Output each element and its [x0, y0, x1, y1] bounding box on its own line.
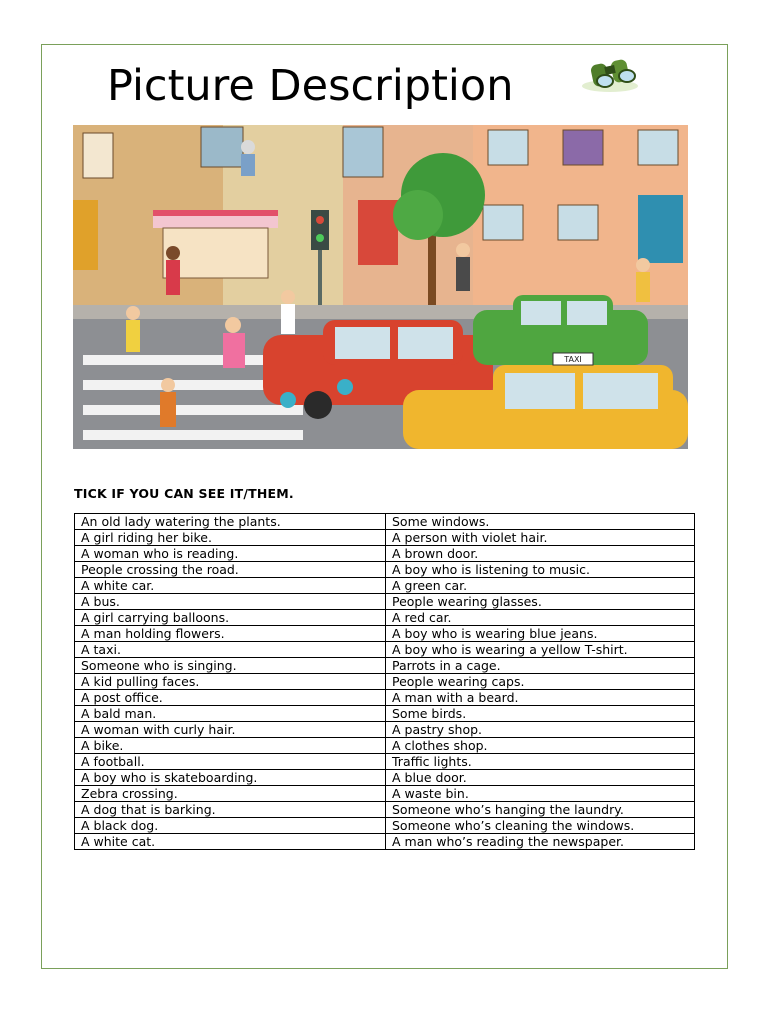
checklist-item-left[interactable]: Someone who is singing.: [75, 658, 386, 674]
checklist-item-left[interactable]: A bus.: [75, 594, 386, 610]
checklist-item-left[interactable]: A post office.: [75, 690, 386, 706]
checklist-row: [75, 706, 695, 722]
checklist-item-left[interactable]: An old lady watering the plants.: [75, 514, 386, 530]
checklist-item-right[interactable]: A pastry shop.: [386, 722, 695, 738]
checklist-item-right[interactable]: Someone who’s hanging the laundry.: [386, 802, 695, 818]
checklist-item-right[interactable]: A boy who is wearing blue jeans.: [386, 626, 695, 642]
checklist-item-right[interactable]: A man with a beard.: [386, 690, 695, 706]
instruction-text: TICK IF YOU CAN SEE IT/THEM.: [74, 486, 294, 501]
checklist-item-left[interactable]: A woman with curly hair.: [75, 722, 386, 738]
checklist-row: [75, 802, 695, 818]
checklist-item-right[interactable]: A waste bin.: [386, 786, 695, 802]
checklist-item-left[interactable]: A man holding flowers.: [75, 626, 386, 642]
checklist-row: [75, 722, 695, 738]
checklist-item-right[interactable]: Some windows.: [386, 514, 695, 530]
page-title: Picture Description: [107, 61, 514, 111]
checklist-item-left[interactable]: A kid pulling faces.: [75, 674, 386, 690]
checklist-row: [75, 514, 695, 530]
checklist-item-right[interactable]: Traffic lights.: [386, 754, 695, 770]
checklist-item-right[interactable]: A clothes shop.: [386, 738, 695, 754]
checklist-row: [75, 754, 695, 770]
checklist-item-left[interactable]: A dog that is barking.: [75, 802, 386, 818]
checklist-item-left[interactable]: A taxi.: [75, 642, 386, 658]
checklist-row: [75, 786, 695, 802]
checklist-item-left[interactable]: Zebra crossing.: [75, 786, 386, 802]
checklist-row: [75, 690, 695, 706]
checklist-row: [75, 578, 695, 594]
checklist-row: [75, 658, 695, 674]
checklist-row: [75, 610, 695, 626]
checklist-item-left[interactable]: A girl carrying balloons.: [75, 610, 386, 626]
checklist-item-right[interactable]: A boy who is wearing a yellow T-shirt.: [386, 642, 695, 658]
checklist-item-left[interactable]: A boy who is skateboarding.: [75, 770, 386, 786]
checklist-item-left[interactable]: A white cat.: [75, 834, 386, 850]
checklist-item-right[interactable]: A blue door.: [386, 770, 695, 786]
checklist-item-left[interactable]: A bike.: [75, 738, 386, 754]
street-scene-illustration: [73, 125, 688, 449]
checklist-item-left[interactable]: A football.: [75, 754, 386, 770]
checklist-row: [75, 642, 695, 658]
checklist-row: [75, 674, 695, 690]
checklist-row: [75, 770, 695, 786]
checklist-item-left[interactable]: A black dog.: [75, 818, 386, 834]
checklist-item-right[interactable]: Some birds.: [386, 706, 695, 722]
checklist-row: [75, 562, 695, 578]
checklist-item-right[interactable]: A red car.: [386, 610, 695, 626]
checklist-row: [75, 546, 695, 562]
checklist-item-left[interactable]: A bald man.: [75, 706, 386, 722]
checklist-item-left[interactable]: A woman who is reading.: [75, 546, 386, 562]
checklist-item-left[interactable]: A white car.: [75, 578, 386, 594]
checklist-row: [75, 626, 695, 642]
checklist-row: [75, 818, 695, 834]
checklist-item-left[interactable]: People crossing the road.: [75, 562, 386, 578]
checklist-item-right[interactable]: Parrots in a cage.: [386, 658, 695, 674]
checklist-item-right[interactable]: A brown door.: [386, 546, 695, 562]
checklist-item-right[interactable]: A green car.: [386, 578, 695, 594]
checklist-item-right[interactable]: Someone who’s cleaning the windows.: [386, 818, 695, 834]
checklist-item-right[interactable]: A boy who is listening to music.: [386, 562, 695, 578]
checklist-item-left[interactable]: A girl riding her bike.: [75, 530, 386, 546]
checklist-item-right[interactable]: People wearing glasses.: [386, 594, 695, 610]
taxi-sign: TAXI: [564, 355, 582, 364]
checklist-table: [74, 513, 695, 850]
checklist-row: [75, 738, 695, 754]
checklist-item-right[interactable]: A person with violet hair.: [386, 530, 695, 546]
checklist-row: [75, 530, 695, 546]
checklist-item-right[interactable]: A man who’s reading the newspaper.: [386, 834, 695, 850]
binoculars-icon: [578, 56, 642, 96]
checklist-row: [75, 594, 695, 610]
checklist-item-right[interactable]: People wearing caps.: [386, 674, 695, 690]
checklist-row: [75, 834, 695, 850]
